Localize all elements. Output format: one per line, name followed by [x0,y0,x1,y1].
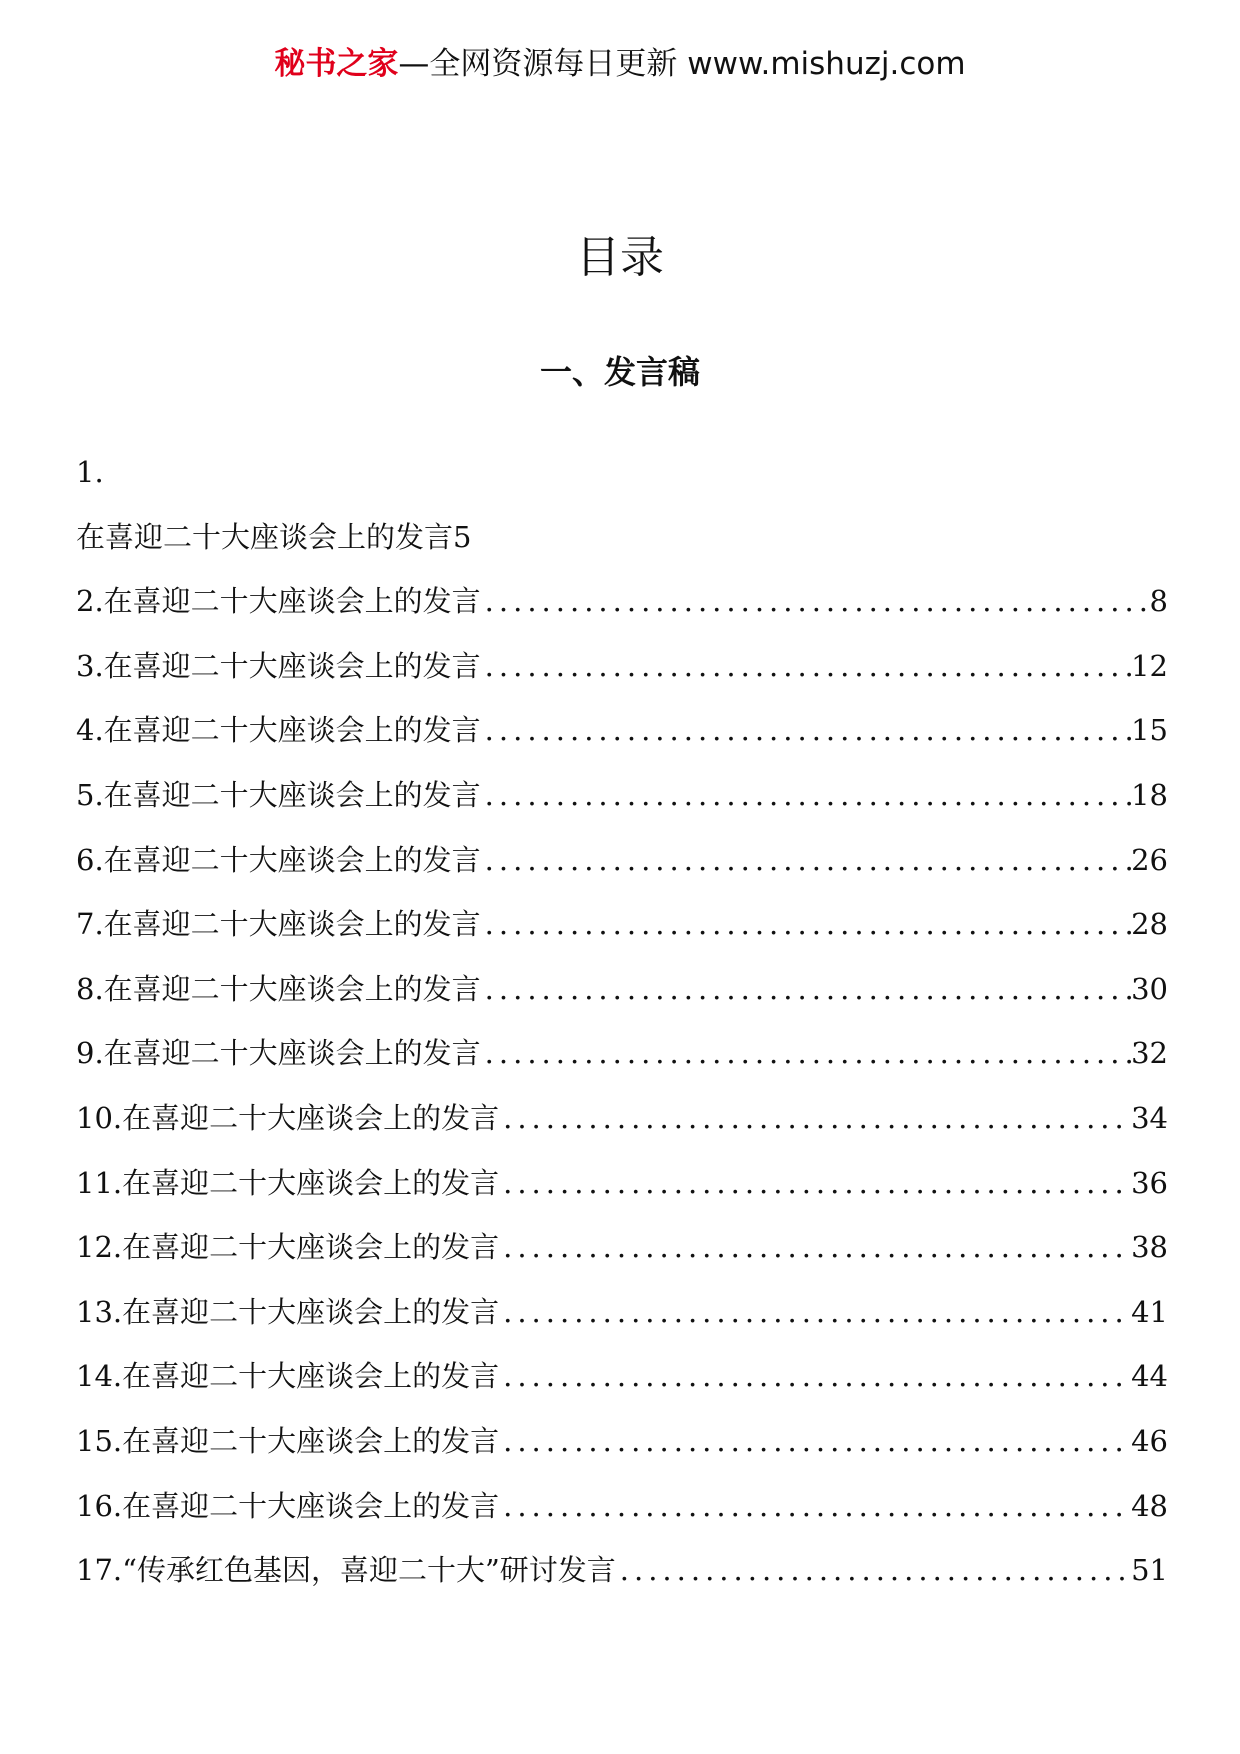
site-header [0,42,1240,86]
toc-dot-leader [481,838,1131,882]
toc-dot-leader [499,1290,1131,1334]
toc-entry-title: 8.在喜迎二十大座谈会上的发言 [76,971,481,1006]
toc-dot-leader [616,1548,1131,1592]
toc-entry-title: 2.在喜迎二十大座谈会上的发言 [76,584,481,619]
toc-entry[interactable] [76,1031,1168,1096]
toc-entry-title: 10.在喜迎二十大座谈会上的发言 [76,1100,500,1135]
toc-entry-1-text[interactable]: 在喜迎二十大座谈会上的发言5 [76,519,472,554]
toc-entry-title: 5.在喜迎二十大座谈会上的发言 [76,777,481,812]
toc-entry[interactable] [76,1484,1168,1549]
toc-entry[interactable] [76,579,1168,644]
toc-entry-page: 15 [1131,713,1168,748]
toc-entry[interactable] [76,838,1168,903]
toc-entry-page: 32 [1131,1036,1168,1071]
toc-entry-title: 13.在喜迎二十大座谈会上的发言 [76,1294,500,1329]
toc-entry-page: 36 [1131,1165,1168,1200]
toc-entry-title: 16.在喜迎二十大座谈会上的发言 [76,1488,500,1523]
toc-entry-title: 11.在喜迎二十大座谈会上的发言 [76,1165,500,1200]
toc-entry-title: 15.在喜迎二十大座谈会上的发言 [76,1423,500,1458]
toc-entry[interactable] [76,773,1168,838]
toc-list [76,450,1168,1613]
toc-dot-leader [481,967,1131,1011]
toc-entry-title: 17.“传承红色基因，喜迎二十大”研讨发言 [76,1553,616,1588]
toc-entry-page: 48 [1131,1488,1168,1523]
toc-entry[interactable] [76,967,1168,1032]
toc-entry-page: 41 [1131,1294,1168,1329]
toc-dot-leader [499,1161,1131,1205]
site-brand: 秘书之家 [274,46,399,82]
toc-dot-leader [481,708,1131,752]
toc-title: 目录 [576,232,664,283]
toc-entry-page: 30 [1131,971,1168,1006]
toc-entry[interactable] [76,1290,1168,1355]
toc-entry[interactable] [76,1096,1168,1161]
toc-entry-title: 9.在喜迎二十大座谈会上的发言 [76,1036,481,1071]
toc-dot-leader [481,773,1131,817]
toc-entry-title: 14.在喜迎二十大座谈会上的发言 [76,1359,500,1394]
toc-entry-page: 18 [1131,777,1168,812]
toc-entry-page: 38 [1131,1230,1168,1265]
toc-entry-page: 34 [1131,1100,1168,1135]
toc-entry-page: 26 [1131,842,1168,877]
toc-dot-leader [481,902,1131,946]
toc-entry-page: 8 [1149,584,1168,619]
toc-dot-leader [481,1031,1131,1075]
toc-dot-leader [499,1484,1131,1528]
toc-dot-leader [499,1419,1131,1463]
toc-entry-page: 46 [1131,1423,1168,1458]
toc-dot-leader [481,644,1131,688]
toc-entry-page: 51 [1131,1553,1168,1588]
toc-entry[interactable] [76,644,1168,709]
toc-entry[interactable] [76,708,1168,773]
toc-entry-1-number[interactable]: 1. [76,455,104,489]
toc-entry[interactable] [76,1354,1168,1419]
toc-entry[interactable] [76,1225,1168,1290]
toc-entry-title: 12.在喜迎二十大座谈会上的发言 [76,1230,500,1265]
toc-dot-leader [481,579,1150,623]
toc-entry[interactable] [76,1548,1168,1613]
toc-entry[interactable] [76,902,1168,967]
toc-entry-title: 3.在喜迎二十大座谈会上的发言 [76,648,481,683]
site-tagline: —全网资源每日更新 www.mishuzj.com [398,46,966,82]
toc-entry-page: 12 [1131,648,1168,683]
toc-entry[interactable] [76,1161,1168,1226]
toc-dot-leader [499,1225,1131,1269]
toc-entry-page: 28 [1131,907,1168,942]
toc-entry-title: 6.在喜迎二十大座谈会上的发言 [76,842,481,877]
section-heading: 一、发言稿 [539,353,700,391]
toc-dot-leader [499,1096,1131,1140]
toc-entry-title: 4.在喜迎二十大座谈会上的发言 [76,713,481,748]
toc-entry[interactable] [76,1419,1168,1484]
toc-entry-title: 7.在喜迎二十大座谈会上的发言 [76,907,481,942]
toc-dot-leader [499,1354,1131,1398]
toc-entry-page: 44 [1131,1359,1168,1394]
